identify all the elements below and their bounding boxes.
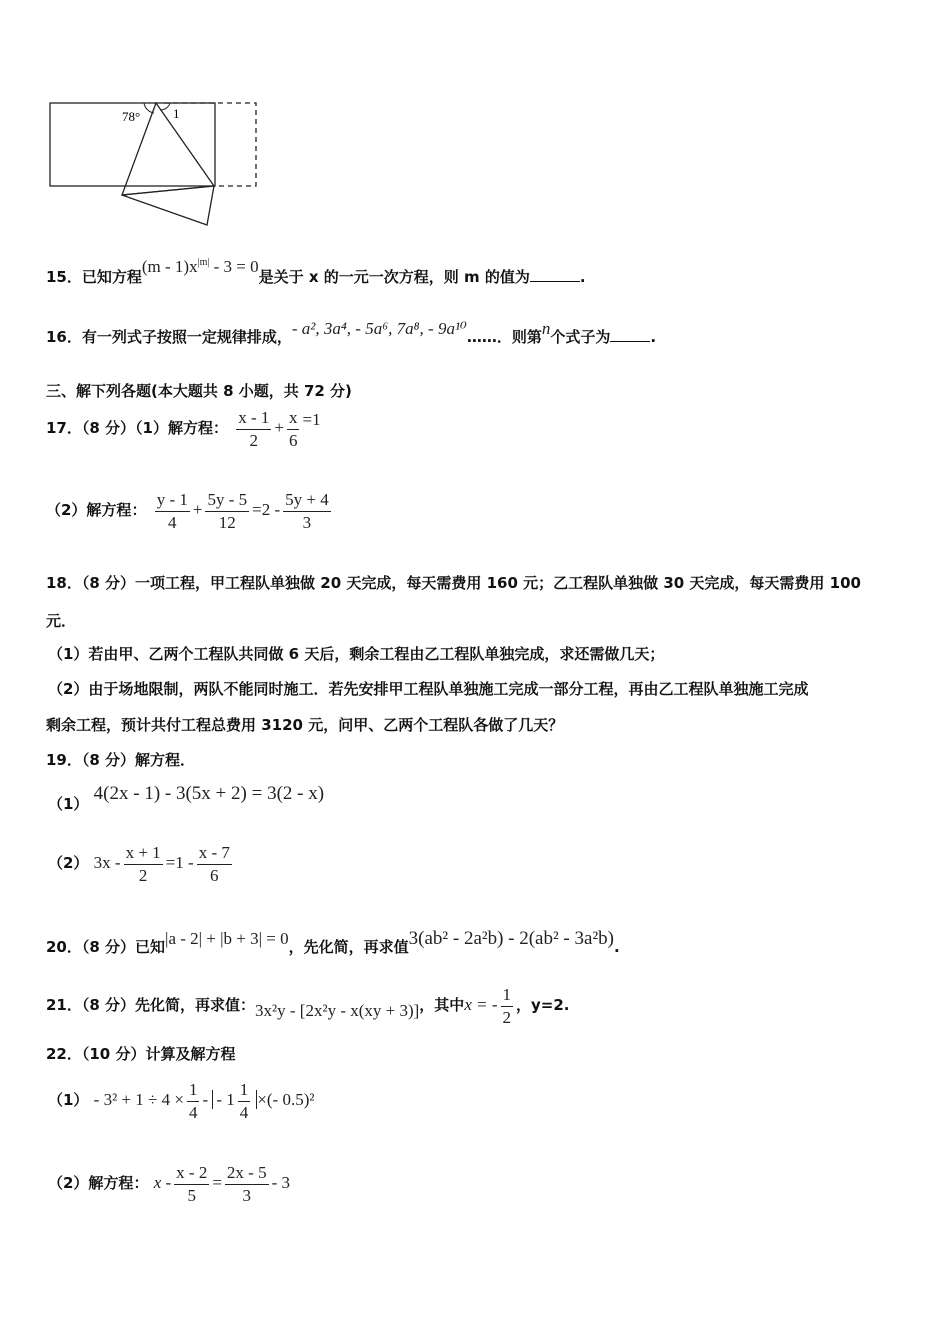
q16-sequence: - a², 3a⁴, - 5a⁶, 7a⁸, - 9a¹⁰ (291, 319, 467, 338)
question-18-line-1: 18．（8 分）一项工程，甲工程队单独做 20 天完成，每天需费用 160 元；乙工程队单独做 30 天完成，每天需费用 100 (46, 574, 861, 592)
question-19-part-1: （1） 4(2x - 1) - 3(5x + 2) = 3(2 - x) (48, 783, 325, 813)
q19-eq2: 3x - $\frac{x + 1}{2}$ =1 - $\frac{x - 7}{6}$ (93, 842, 230, 885)
q21-expression: 3x²y - [2x²y - x(xy + 3)] (255, 1001, 420, 1020)
question-19-part-2: （2） 3x - $\frac{x + 1}{2}$ =1 - $\frac{x - 7}{6}$ (48, 838, 235, 888)
question-17-part-1: 17．（8 分）（1）解方程： $\frac{x - 1}{2}$ + $\frac{x}{6}$ =1 (46, 407, 321, 450)
q16-prefix: 16．有一列式子按照一定规律排成， (46, 328, 292, 346)
section-3-title: 三、解下列各题(本大题共 8 小题，共 72 分) (46, 382, 352, 400)
q17-eq2: $\frac{y - 1}{4}$ + $\frac{5y - 5}{12}$ =2 - $\frac{5y + 4}{3}$ (156, 489, 329, 532)
q21-x-value: x = - $\frac{1}{2}$ (464, 984, 511, 1027)
question-22-part-2: （2）解方程： x - $\frac{x - 2}{5}$ = $\frac{2x - 5}{3}$ - 3 (48, 1162, 291, 1205)
q15-prefix: 15．已知方程 (46, 268, 142, 286)
q15-answer-blank (530, 267, 580, 282)
q17-eq1: $\frac{x - 1}{2}$ + $\frac{x}{6}$ =1 (238, 407, 321, 450)
q16-n: n (541, 319, 551, 338)
angle-label-1: 1 (173, 106, 180, 121)
folded-flap (122, 186, 214, 225)
question-17-part-2: （2）解方程： $\frac{y - 1}{4}$ + $\frac{5y - 5}{12}$ =2 - $\frac{5y + 4}{3}$ (46, 485, 334, 535)
angle-arc-1 (160, 103, 170, 110)
question-22-part-1: （1） - 3² + 1 ÷ 4 × $\frac{1}{4}$ - - 1 $\frac{1}{4}$ ×(- 0.5)² (48, 1079, 315, 1122)
question-16: 16．有一列式子按照一定规律排成，- a², 3a⁴, - 5a⁶, 7a⁸, - 9a¹⁰……．则第n个式子为 . (46, 319, 657, 346)
question-18-line-4: （2）由于场地限制，两队不能同时施工．若先安排甲工程队单独施工完成一部分工程，再由乙工程队单独施工完成 (48, 680, 809, 698)
question-21: 21．（8 分）先化简，再求值：3x²y - [2x²y - x(xy + 3)]，其中x = - $\frac{1}{2}$ ，y=2. (46, 984, 570, 1027)
question-18-line-2: 元． (46, 612, 77, 630)
question-15: 15．已知方程$(m - 1)x^{|m|} - 3 = 0$是关于 x 的一元一次方程，则 m 的值为 . (46, 257, 586, 286)
question-22-title: 22．（10 分）计算及解方程 (46, 1045, 236, 1063)
q20-expression: 3(ab² - 2a²b) - 2(ab² - 3a²b) (408, 928, 614, 949)
q15-equation: $(m - 1)x^{|m|} - 3 = 0$ (141, 257, 259, 276)
question-18-line-3: （1）若由甲、乙两个工程队共同做 6 天后，剩余工程由乙工程队单独完成，求还需做几天； (48, 645, 665, 663)
geometry-figure (44, 95, 264, 230)
angle-label-78: 78° (122, 109, 141, 124)
q19-eq1: 4(2x - 1) - 3(5x + 2) = 3(2 - x) (93, 783, 325, 804)
q22-expression: - 3² + 1 ÷ 4 × $\frac{1}{4}$ - - 1 $\frac{1}{4}$ ×(- 0.5)² (93, 1079, 315, 1122)
question-18-line-5: 剩余工程，预计共付工程总费用 3120 元，问甲、乙两个工程队各做了几天？ (46, 716, 564, 734)
q20-condition: |a - 2| + |b + 3| = 0 (165, 929, 289, 948)
q22-equation: x - $\frac{x - 2}{5}$ = $\frac{2x - 5}{3}$ - 3 (153, 1162, 291, 1205)
q15-suffix: 是关于 x 的一元一次方程，则 m 的值为 (258, 268, 530, 286)
q16-answer-blank (610, 327, 650, 342)
question-20: 20．（8 分）已知|a - 2| + |b + 3| = 0，先化简，再求值3(ab² - 2a²b) - 2(ab² - 3a²b). (46, 928, 620, 956)
question-19-title: 19．（8 分）解方程． (46, 751, 196, 769)
